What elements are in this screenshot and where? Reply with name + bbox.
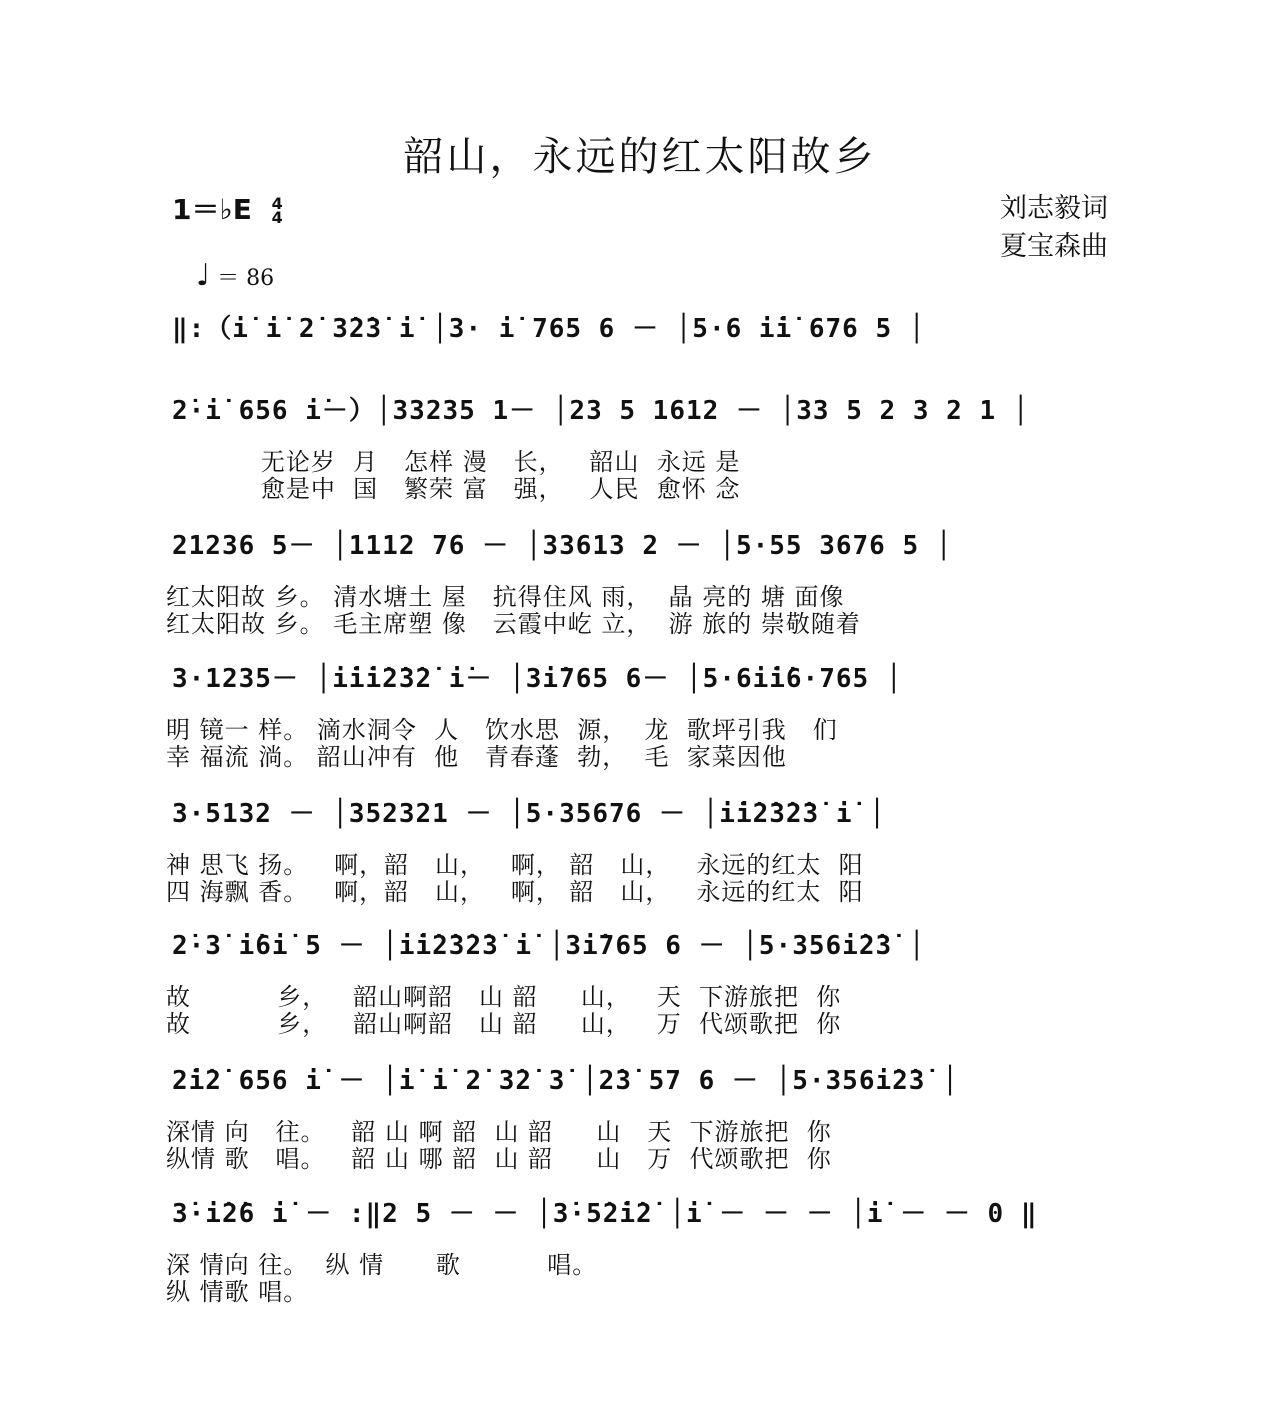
credits xyxy=(1000,190,1108,266)
tempo-marking xyxy=(196,258,274,293)
lyric-line: 深情 向 往。 韶 山 啊 韶 山 韶 山 天 下游旅把 你 xyxy=(166,1118,832,1146)
time-signature-bottom: 4 xyxy=(271,208,283,227)
lyric-line: 无论岁 月 怎样 漫 长， 韶山 永远 是 xyxy=(166,448,741,476)
lyric-line: 红太阳故 乡。 毛主席塑 像 云霞中屹 立， 游 旅的 崇敬随着 xyxy=(166,610,861,638)
notation-line: 2̇·i̇ 656 i̇－）│33235 1－ │23 5 1612 － │33 5 2 3 2 1 │ xyxy=(172,396,1030,426)
lyric-line: 幸 福流 淌。 韶山冲有 他 青春蓬 勃， 毛 家菜因他 xyxy=(166,743,787,771)
notation-line: ‖:（i̇ i̇ 2̇ 3̇2̇3̇ i̇ │3· i̇ 765 6 － │5·6 i̇i̇ 676 5 │ xyxy=(172,314,926,344)
lyric-line: 明 镜一 样。 滴水洞令 人 饮水思 源， 龙 歌坪引我 们 xyxy=(166,716,838,744)
notation-line: 3̇·i̇2̇6 i̇ － :‖2 5 － － │3̇·5̇2̇i̇2̇ │i̇ － － － │i̇ － － 0 ‖ xyxy=(172,1199,1038,1229)
key-label: 1＝♭E xyxy=(172,193,252,226)
key-signature xyxy=(172,188,283,228)
time-signature xyxy=(271,194,283,227)
notation-line: 21236 5－ │1112 76 － │33613 2 － │5·55 3676 5 │ xyxy=(172,531,953,561)
lyric-line: 愈是中 国 繁荣 富 强， 人民 愈怀 念 xyxy=(166,475,741,503)
lyric-line: 故 乡， 韶山啊韶 山 韶 山， 万 代颂歌把 你 xyxy=(166,1010,842,1038)
lyric-line: 深 情向 往。 纵 情 歌 唱。 xyxy=(166,1251,598,1279)
page-title: 韶山，永远的红太阳故乡 xyxy=(403,134,877,180)
notation-line: 2̇i̇2̇ 656 i̇ － │i̇ i̇ 2̇ 3̇2̇ 3̇ │2̇3̇ 57 6 － │5·356i̇2̇3̇ │ xyxy=(172,1066,959,1096)
quarter-note-icon: ♩ xyxy=(196,258,211,293)
time-signature-top: 4 xyxy=(271,194,283,213)
lyric-line: 故 乡， 韶山啊韶 山 韶 山， 天 下游旅把 你 xyxy=(166,983,842,1011)
lyric-line: 四 海飘 香。 啊，韶 山， 啊， 韶 山， 永远的红太 阳 xyxy=(166,878,864,906)
lyric-line: 纵情 歌 唱。 韶 山 哪 韶 山 韶 山 万 代颂歌把 你 xyxy=(166,1145,832,1173)
notation-line: 2̇·3̇ i̇6i̇ 5 － │i̇i̇2̇3̇2̇3̇ i̇ │3i̇765 6 － │5·356i̇2̇3̇ │ xyxy=(172,931,926,961)
lyric-line: 红太阳故 乡。 清水塘土 屋 抗得住风 雨， 晶 亮的 塘 面像 xyxy=(166,583,845,611)
lyricist-credit: 刘志毅词 xyxy=(1000,193,1108,224)
lyric-line: 纵 情歌 唱。 xyxy=(166,1278,309,1306)
tempo-value: ＝ 86 xyxy=(217,266,275,291)
lyric-line: 神 思飞 扬。 啊，韶 山， 啊， 韶 山， 永远的红太 阳 xyxy=(166,851,864,879)
notation-line: 3·1235－ │i̇i̇i̇2̇3̇2̇ i̇－ │3i̇765 6－ │5·6i̇i̇6·765 │ xyxy=(172,664,903,694)
notation-line: 3·5132 － │352321 － │5·35676 － │i̇i̇2̇3̇2̇3̇ i̇ │ xyxy=(172,799,886,829)
composer-credit: 夏宝森曲 xyxy=(1000,231,1108,262)
